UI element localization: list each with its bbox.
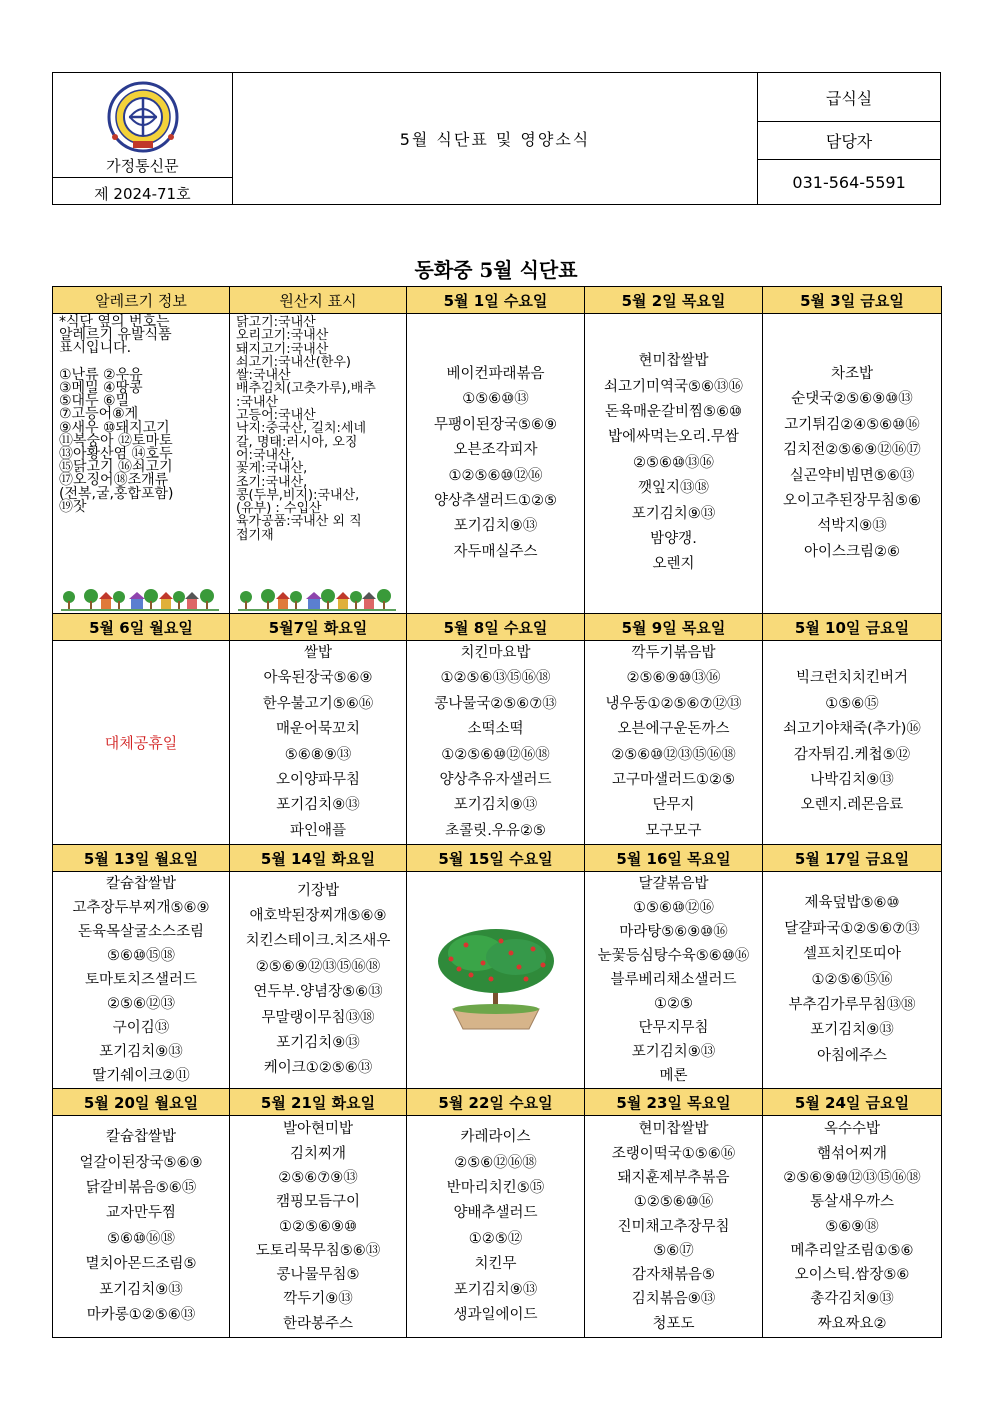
menu-line: 냉우동①②⑤⑥⑦⑫⑬ [605, 695, 742, 712]
menu-line: 치킨스테이크.치즈새우 [245, 933, 391, 950]
menu-line: 콩(두부,비지):국내산, [236, 487, 360, 503]
menu-line: 오이고추된장무침⑤⑥ [782, 492, 922, 509]
day-header-may22: 5월 22일 수요일 [407, 1089, 585, 1116]
menu-line: 돈육목살굴소스조림 [77, 924, 205, 941]
menu-may10 [763, 641, 942, 845]
menu-line: ①②⑤⑥⑩⑫⑯⑱ [441, 746, 550, 763]
menu-line: ③메밀 ④땅콩 [59, 380, 143, 397]
menu-line: 포기김치⑨⑬ [276, 797, 360, 814]
menu-line: 한우불고기⑤⑥⑯ [262, 695, 374, 712]
day-header-may1: 5월 1일 수요일 [407, 287, 585, 314]
menu-line: 구이김⑬ [112, 1020, 170, 1037]
menu-line: 달걀볶음밥 [638, 876, 709, 893]
day-header-may17: 5월 17일 금요일 [763, 845, 942, 872]
newsletter-label: 가정통신문 [106, 157, 179, 175]
day-header-may3: 5월 3일 금요일 [763, 287, 942, 314]
menu-line: 교자만두찜 [105, 1205, 177, 1222]
day-header-may6: 5월 6일 월요일 [53, 614, 230, 641]
menu-may1 [407, 314, 585, 614]
allergy-list [59, 316, 224, 514]
menu-line: 김치전②⑤⑥⑨⑫⑯⑰ [783, 442, 921, 459]
menu-line: 딸기쉐이크②⑪ [92, 1068, 190, 1085]
menu-line: 카레라이스 [460, 1129, 531, 1146]
menu-line: 달걀파국①②⑤⑥⑦⑬ [784, 920, 920, 937]
menu-line: 총각김치⑨⑬ [810, 1291, 894, 1308]
menu-line: 연두부.양념장⑤⑥⑬ [253, 984, 383, 1001]
day-header-may21: 5월 21일 화요일 [230, 1089, 407, 1116]
menu-line: 밥에싸먹는오리.무쌈 [608, 429, 739, 446]
menu-line: ②⑤⑥⑨⑩⑬⑯ [626, 670, 721, 687]
week-2-row [53, 641, 942, 845]
menu-line: 쇠고기:국내산(한우) [236, 354, 351, 370]
day-header-may9: 5월 9일 목요일 [585, 614, 763, 641]
menu-line: 포기김치⑨⑬ [453, 1281, 538, 1298]
week-3-row [53, 872, 942, 1089]
menu-line: ⑪복숭아 ⑫토마토 [59, 432, 173, 449]
menu-line: 양배추샐러드 [453, 1205, 538, 1222]
week-4-row [53, 1116, 942, 1338]
menu-may16 [585, 872, 763, 1089]
menu-line: ①②⑤⑥⑨⑩ [279, 1218, 357, 1235]
menu-line: 메추리알조림①⑤⑥ [790, 1242, 914, 1259]
day-header-may7: 5월7일 화요일 [230, 614, 407, 641]
menu-line: 애호박된장찌개⑤⑥⑨ [249, 908, 387, 925]
menu-line: 오븐조각피자 [453, 442, 538, 459]
menu-may22 [407, 1116, 585, 1338]
menu-line: 짜요짜요② [817, 1315, 887, 1332]
menu-line: 접기재 [236, 527, 274, 543]
menu-line: 석박지⑨⑬ [817, 518, 887, 535]
menu-line: 조랭이떡국①⑤⑥⑯ [611, 1145, 736, 1162]
day-header-may23: 5월 23일 목요일 [585, 1089, 763, 1116]
contact-label: 담당자 [758, 122, 941, 160]
menu-line: 눈꽃등심탕수육⑤⑥⑩⑯ [597, 948, 750, 965]
menu-line: 베이컨파래볶음 [446, 365, 545, 382]
menu-line: 현미찹쌀밥 [638, 1121, 709, 1138]
menu-line: (전복,굴,홍합포함) [59, 485, 174, 502]
menu-line: 마카롱①②⑤⑥⑬ [86, 1306, 196, 1323]
menu-line: 포기김치⑨⑬ [453, 797, 538, 814]
menu-line: 김치볶음⑨⑬ [631, 1291, 716, 1308]
menu-line: 진미채고추장무침 [617, 1218, 730, 1235]
menu-line: 포기김치⑨⑬ [276, 1035, 360, 1052]
header-row-4 [53, 1089, 942, 1116]
menu-line: 블루베리채소샐러드 [610, 972, 737, 989]
menu-line: 고등어:국내산 [236, 408, 316, 424]
menu-line: 청포도 [652, 1315, 695, 1332]
menu-line: 오이양파무침 [275, 772, 361, 789]
menu-line: 케이크①②⑤⑥⑬ [263, 1060, 373, 1077]
menu-line: 쇠고기야채죽(추가)⑯ [783, 721, 921, 738]
day-header-may13: 5월 13일 월요일 [53, 845, 230, 872]
menu-line: 닭고기:국내산 [236, 315, 316, 330]
allergy-info-cell [53, 314, 230, 614]
menu-line: 실곤약비빔면⑤⑥⑬ [789, 467, 915, 484]
menu-line: ⑬아황산염 ⑭호두 [59, 446, 173, 463]
menu-line: 김치찌개 [289, 1145, 347, 1162]
menu-line: 칼슘찹쌀밥 [105, 1129, 177, 1146]
menu-line: ②⑤⑥⑫⑯⑱ [454, 1154, 537, 1171]
menu-line: 고추장두부찌개⑤⑥⑨ [72, 900, 210, 917]
menu-line: ①⑤⑥⑩⑬ [462, 391, 529, 408]
menu-line: 깻잎지⑬⑱ [637, 480, 710, 497]
tree-village-icon [61, 587, 219, 611]
menu-may17 [763, 872, 942, 1089]
menu-line: ⑨새우 ⑩돼지고기 [59, 419, 170, 436]
menu-may24 [763, 1116, 942, 1338]
school-emblem-icon [103, 81, 183, 153]
menu-line: 멸치아몬드조림⑤ [85, 1256, 197, 1273]
menu-line: ①②⑤⑫ [468, 1230, 523, 1247]
menu-line: (유부) : 수입산 [236, 501, 322, 517]
tree-village-icon [238, 587, 396, 611]
menu-line: ①⑤⑥⑩⑫⑯ [633, 900, 714, 917]
menu-line: ①②⑤⑥⑮⑯ [811, 971, 893, 988]
menu-line: 한라봉주스 [282, 1315, 354, 1332]
menu-line: 셀프치킨또띠아 [802, 946, 902, 963]
menu-line: 칼슘찹쌀밥 [105, 876, 177, 893]
menu-line: 통살새우까스 [809, 1194, 895, 1211]
tree-picture-cell [407, 872, 585, 1089]
menu-line: 돼지훈제부추볶음 [617, 1170, 730, 1186]
menu-line: 알레르기 유발식품 [59, 327, 172, 344]
menu-line: ②⑤⑥⑨⑫⑬⑮⑯⑱ [255, 958, 381, 975]
day-header-may15: 5월 15일 수요일 [407, 845, 585, 872]
menu-line: 꽃게:국내산, [236, 461, 308, 477]
menu-line: 돼지고기:국내산 [236, 341, 329, 357]
menu-line: 포기김치⑨⑬ [631, 505, 716, 522]
header-row-3 [53, 845, 942, 872]
menu-line: 감자채볶음⑤ [631, 1267, 716, 1284]
menu-line: ⑰오징어⑱조개류 [59, 472, 169, 489]
menu-line: 밤양갱. [650, 531, 697, 548]
menu-line: 포기김치⑨⑬ [99, 1044, 183, 1061]
menu-line: ⑦고등어⑧게 [59, 406, 139, 423]
menu-line: 마라탕⑤⑥⑨⑩⑯ [619, 924, 728, 941]
menu-line: 쇠고기미역국⑤⑥⑬⑯ [603, 378, 744, 395]
menu-line: 콩나물무침⑤ [276, 1267, 360, 1284]
menu-line: 갈, 명태:러시아, 오징 [236, 434, 358, 450]
day-header-may16: 5월 16일 목요일 [585, 845, 763, 872]
menu-line: ⑤⑥⑨⑱ [825, 1218, 879, 1235]
menu-may23 [585, 1116, 763, 1338]
menu-line: 빅크런치치킨버거 [795, 670, 909, 687]
menu-line: ①②⑤⑥⑩⑫⑯ [448, 467, 543, 484]
menu-line: 초콜릿.우유②⑤ [445, 822, 546, 839]
menu-line: 자두매실주스 [453, 543, 538, 560]
menu-line: 생과일에이드 [453, 1306, 538, 1323]
menu-line: 얼갈이된장국⑤⑥⑨ [79, 1154, 203, 1171]
menu-line: ⑤⑥⑧⑨⑬ [284, 746, 352, 763]
menu-line: 오이스틱.쌈장⑤⑥ [794, 1267, 910, 1284]
menu-may21 [230, 1116, 407, 1338]
menu-may7 [230, 641, 407, 845]
menu-line: 메론 [659, 1068, 688, 1085]
menu-may20 [53, 1116, 230, 1338]
menu-line: 오븐에구운돈까스 [617, 721, 730, 738]
potted-tree-icon [431, 923, 561, 1033]
menu-line: ②⑤⑥⑫⑬ [107, 996, 175, 1013]
menu-table [52, 286, 942, 1338]
phone-number: 031-564-5591 [758, 160, 941, 205]
menu-line: 표시입니다. [59, 340, 132, 357]
menu-line: 아욱된장국⑤⑥⑨ [263, 670, 373, 687]
menu-may8 [407, 641, 585, 845]
header-row-1 [53, 287, 942, 314]
menu-line: 치킨무 [474, 1256, 517, 1273]
menu-line: 단무지무침 [638, 1020, 709, 1037]
menu-line: 포기김치⑨⑬ [631, 1044, 716, 1061]
menu-line: 아이스크림②⑥ [803, 543, 901, 560]
menu-line: ⑤⑥⑰ [653, 1242, 694, 1259]
menu-line: 현미찹쌀밥 [638, 353, 709, 370]
header-table [52, 72, 941, 205]
menu-line: ②⑤⑥⑨⑩⑫⑬⑮⑯⑱ [783, 1170, 921, 1186]
day-header-may14: 5월 14일 화요일 [230, 845, 407, 872]
menu-line: 소떡소떡 [467, 721, 524, 738]
menu-line: 양상추샐러드①②⑤ [433, 492, 558, 509]
menu-line: 캠핑모듬구이 [275, 1194, 361, 1211]
menu-line: 어:국내산, [236, 447, 295, 463]
menu-line: 포기김치⑨⑬ [99, 1281, 183, 1298]
menu-line: 감자튀김.케첩⑤⑫ [793, 746, 911, 763]
menu-line: 고구마샐러드①②⑤ [611, 772, 736, 789]
menu-line: 콩나물국②⑤⑥⑦⑬ [434, 695, 557, 712]
menu-line: ②⑤⑥⑩⑫⑬⑮⑯⑱ [611, 746, 736, 763]
menu-line: ①②⑤⑥⑬⑮⑯⑱ [440, 670, 551, 687]
menu-line: 오리고기:국내산 [236, 328, 329, 344]
menu-may2 [585, 314, 763, 614]
menu-line: 깍두기볶음밥 [631, 645, 716, 661]
holiday-label: 대체공휴일 [53, 641, 230, 845]
menu-line: 옥수수밥 [823, 1121, 881, 1138]
header-row-2 [53, 614, 942, 641]
dept-label: 급식실 [758, 73, 941, 122]
menu-line: 기장밥 [296, 882, 340, 899]
day-header-may8: 5월 8일 수요일 [407, 614, 585, 641]
col-header-allergy: 알레르기 정보 [53, 287, 230, 314]
menu-line: 깍두기⑨⑬ [283, 1291, 353, 1308]
menu-line: 돈육매운갈비찜⑤⑥⑩ [604, 403, 743, 420]
issue-number: 제 2024-71호 [94, 185, 191, 203]
menu-line: 부추김가루무침⑬⑱ [788, 996, 916, 1013]
origin-info-cell [230, 314, 407, 614]
menu-line: ⑤⑥⑩⑯⑱ [107, 1230, 175, 1247]
menu-line: 고기튀김②④⑤⑥⑩⑯ [784, 416, 920, 433]
menu-line: 포기김치⑨⑬ [453, 518, 538, 535]
menu-may13 [53, 872, 230, 1089]
menu-line: 쌀밥 [303, 645, 332, 661]
menu-line: 낙지:중국산, 길치:세네 [236, 421, 367, 437]
page-title: 5월 식단표 및 영양소식 [232, 73, 757, 205]
menu-line: 포기김치⑨⑬ [810, 1022, 894, 1039]
menu-line: 치킨마요밥 [460, 645, 531, 661]
menu-line: 도토리묵무침⑤⑥⑬ [255, 1242, 381, 1259]
menu-line: 무말랭이무침⑬⑱ [261, 1009, 375, 1026]
menu-line: 토마토치즈샐러드 [84, 972, 198, 989]
menu-line: 제육덮밥⑤⑥⑩ [804, 895, 900, 912]
menu-line: 나박김치⑨⑬ [810, 772, 894, 789]
menu-line: 무팽이된장국⑤⑥⑨ [433, 416, 558, 433]
menu-may9 [585, 641, 763, 845]
menu-line: 순댓국②⑤⑥⑨⑩⑬ [791, 391, 913, 408]
logo-cell [53, 73, 233, 205]
menu-title: 동화중 5월 식단표 [414, 258, 578, 282]
menu-line: 차조밥 [830, 365, 874, 382]
menu-line: ①②⑤⑥⑩⑯ [633, 1194, 714, 1211]
menu-line: 오렌지.레몬음료 [800, 797, 904, 814]
menu-line: 양상추유자샐러드 [439, 772, 552, 789]
menu-may3 [763, 314, 942, 614]
menu-line: ⑮닭고기 ⑯쇠고기 [59, 459, 173, 476]
menu-line: *식단 옆의 번호는 [59, 314, 170, 330]
menu-line: ①⑤⑥⑮ [825, 695, 879, 712]
menu-line: 햄섞어찌개 [816, 1145, 888, 1162]
menu-line: 발아현미밥 [282, 1121, 354, 1138]
menu-line: 파인애플 [289, 822, 347, 839]
menu-line: 닭갈비볶음⑤⑥⑮ [85, 1179, 197, 1196]
menu-line: ①난류 ②우유 [59, 366, 143, 383]
menu-line: 단무지 [652, 797, 695, 814]
menu-line: 쌀:국내산 [236, 368, 291, 384]
menu-line: 조기:국내산, [236, 474, 308, 490]
menu-line: ②⑤⑥⑩⑬⑯ [633, 454, 714, 471]
origin-list [236, 316, 401, 542]
menu-line: ②⑤⑥⑦⑨⑬ [278, 1170, 358, 1186]
day-header-may20: 5월 20일 월요일 [53, 1089, 230, 1116]
menu-line: 매운어묵꼬치 [275, 721, 361, 738]
menu-may14 [230, 872, 407, 1089]
menu-line: ①②⑤ [654, 996, 693, 1013]
day-header-may2: 5월 2일 목요일 [585, 287, 763, 314]
menu-line: 육가공품:국내산 외 직 [236, 514, 362, 530]
menu-line: ⑲잣 [59, 498, 87, 515]
menu-line: :국내산 [236, 394, 279, 410]
menu-line: 배추김치(고춧가루),배추 [236, 381, 376, 397]
menu-line: ⑤⑥⑩⑮⑱ [107, 948, 175, 965]
menu-line: ⑤대두 ⑥밀 [59, 393, 130, 410]
day-header-may24: 5월 24일 금요일 [763, 1089, 942, 1116]
week-1-row [53, 314, 942, 614]
menu-line: 반마리치킨⑤⑮ [446, 1179, 545, 1196]
menu-line: 아침에주스 [816, 1047, 888, 1064]
day-header-may10: 5월 10일 금요일 [763, 614, 942, 641]
menu-line: 모구모구 [645, 822, 702, 839]
menu-line: 오렌지 [652, 556, 695, 573]
col-header-origin: 원산지 표시 [230, 287, 407, 314]
